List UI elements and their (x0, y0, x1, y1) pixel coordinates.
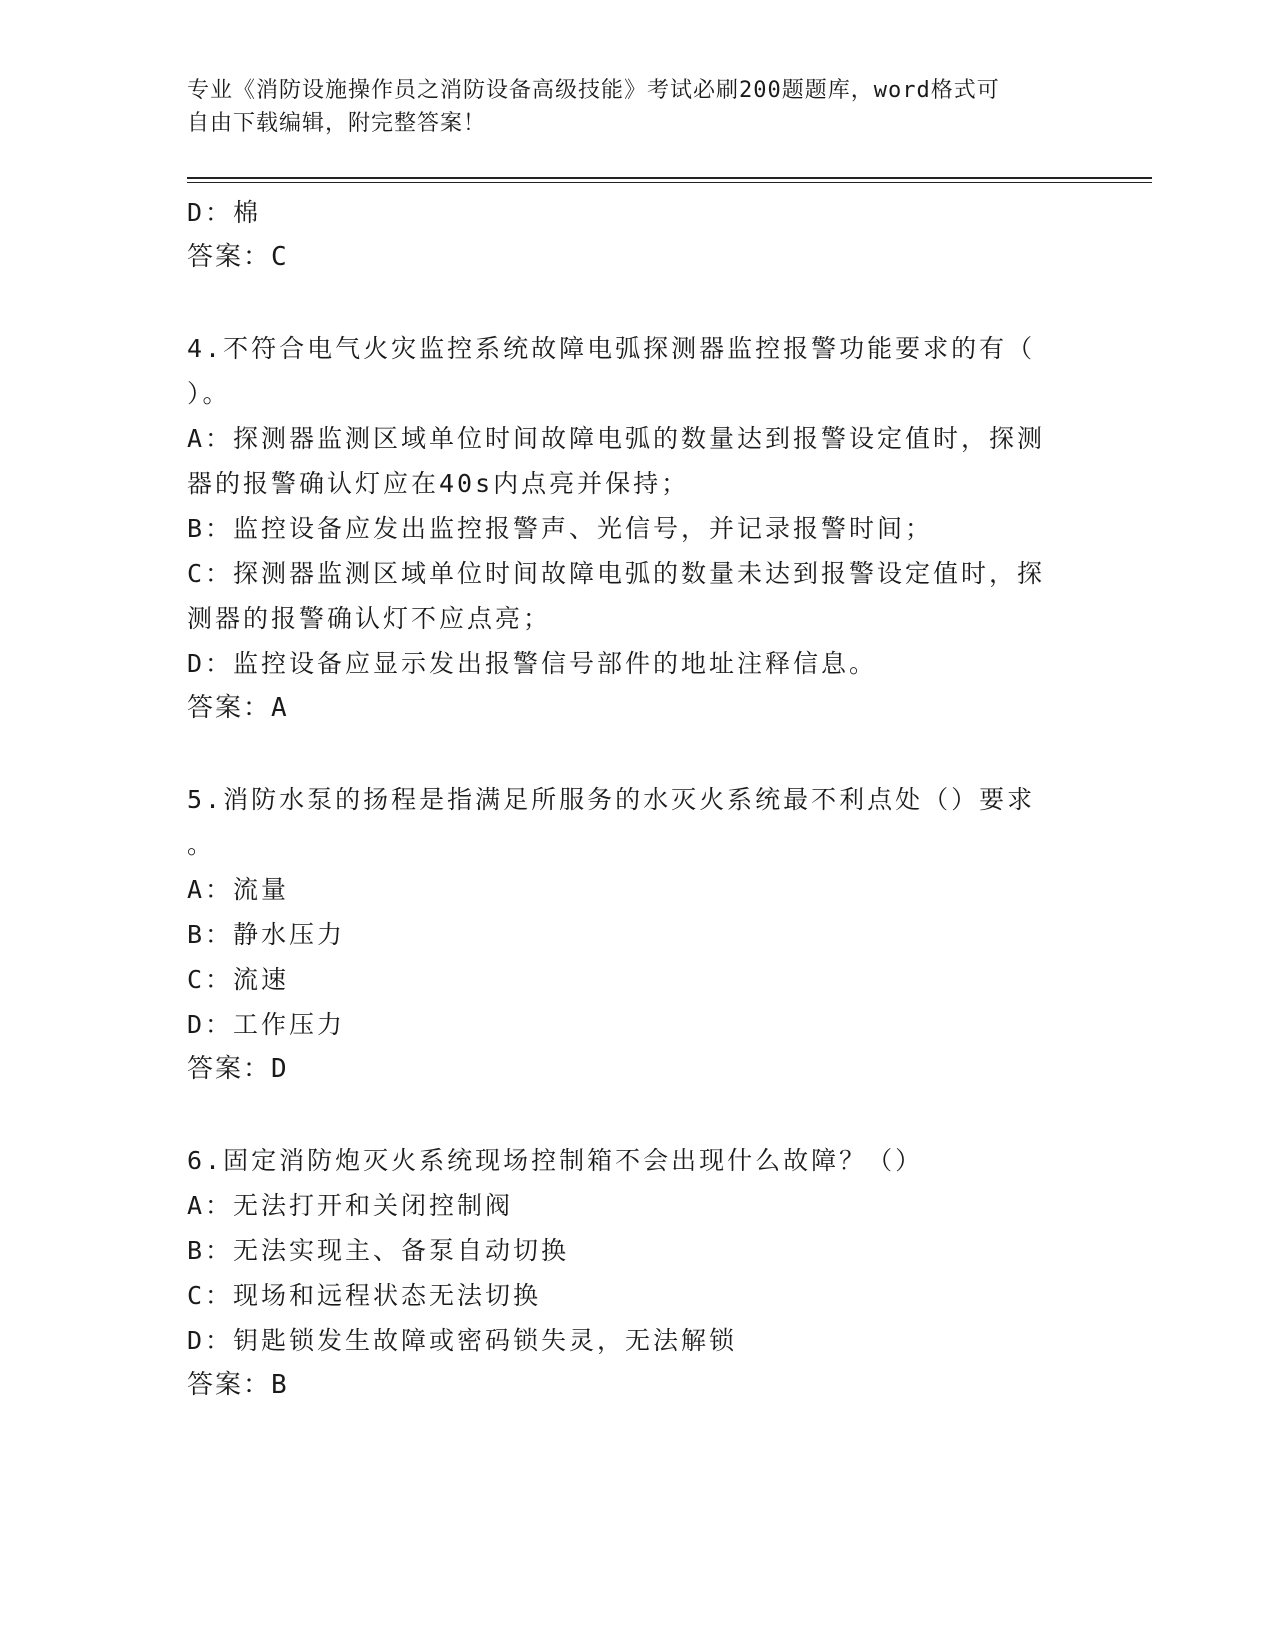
option-d: D：工作压力 (187, 1010, 346, 1039)
header-title-line-1: 专业《消防设施操作员之消防设备高级技能》考试必刷200题题库，word格式可 (187, 78, 1000, 103)
question-title: 4.不符合电气火灾监控系统故障电弧探测器监控报警功能要求的有（ (187, 334, 1036, 363)
spacer (187, 1092, 1087, 1138)
answer-line: 答案：D (187, 1054, 289, 1084)
page-header (187, 74, 1067, 140)
answer-line: 答案：B (187, 1370, 289, 1400)
document-body (187, 190, 1087, 1408)
option-d: D：监控设备应显示发出报警信号部件的地址注释信息。 (187, 649, 878, 678)
option-c: C：流速 (187, 965, 290, 994)
option-a: A：无法打开和关闭控制阀 (187, 1191, 514, 1220)
option-a-cont: 器的报警确认灯应在40s内点亮并保持； (187, 469, 690, 498)
question-5 (187, 777, 1087, 1092)
option-b: B：无法实现主、备泵自动切换 (187, 1236, 570, 1265)
option-a: A：流量 (187, 875, 290, 904)
spacer (187, 731, 1087, 777)
spacer (187, 280, 1087, 326)
question-title-cont: 。 (187, 830, 216, 859)
option-c: C：现场和远程状态无法切换 (187, 1281, 542, 1310)
option-d: D：钥匙锁发生故障或密码锁失灵，无法解锁 (187, 1326, 738, 1355)
option-c-cont: 测器的报警确认灯不应点亮； (187, 604, 552, 633)
previous-question-tail (187, 190, 1087, 280)
question-title: 5.消防水泵的扬程是指满足所服务的水灭火系统最不利点处（）要求 (187, 785, 1036, 814)
option-b: B：静水压力 (187, 920, 346, 949)
question-title-cont: ）。 (187, 379, 231, 408)
option-d: D：棉 (187, 198, 262, 227)
header-divider-thin (187, 182, 1152, 183)
header-title-line-2: 自由下载编辑，附完整答案！ (187, 111, 487, 136)
header-divider-thick (187, 177, 1152, 179)
question-4 (187, 326, 1087, 731)
question-6 (187, 1138, 1087, 1408)
question-title: 6.固定消防炮灭火系统现场控制箱不会出现什么故障？（） (187, 1146, 924, 1175)
option-c: C：探测器监测区域单位时间故障电弧的数量未达到报警设定值时，探 (187, 559, 1046, 588)
answer-line: 答案：A (187, 693, 289, 723)
option-a: A：探测器监测区域单位时间故障电弧的数量达到报警设定值时，探测 (187, 424, 1046, 453)
option-b: B：监控设备应发出监控报警声、光信号，并记录报警时间； (187, 514, 934, 543)
answer-line: 答案：C (187, 242, 289, 272)
